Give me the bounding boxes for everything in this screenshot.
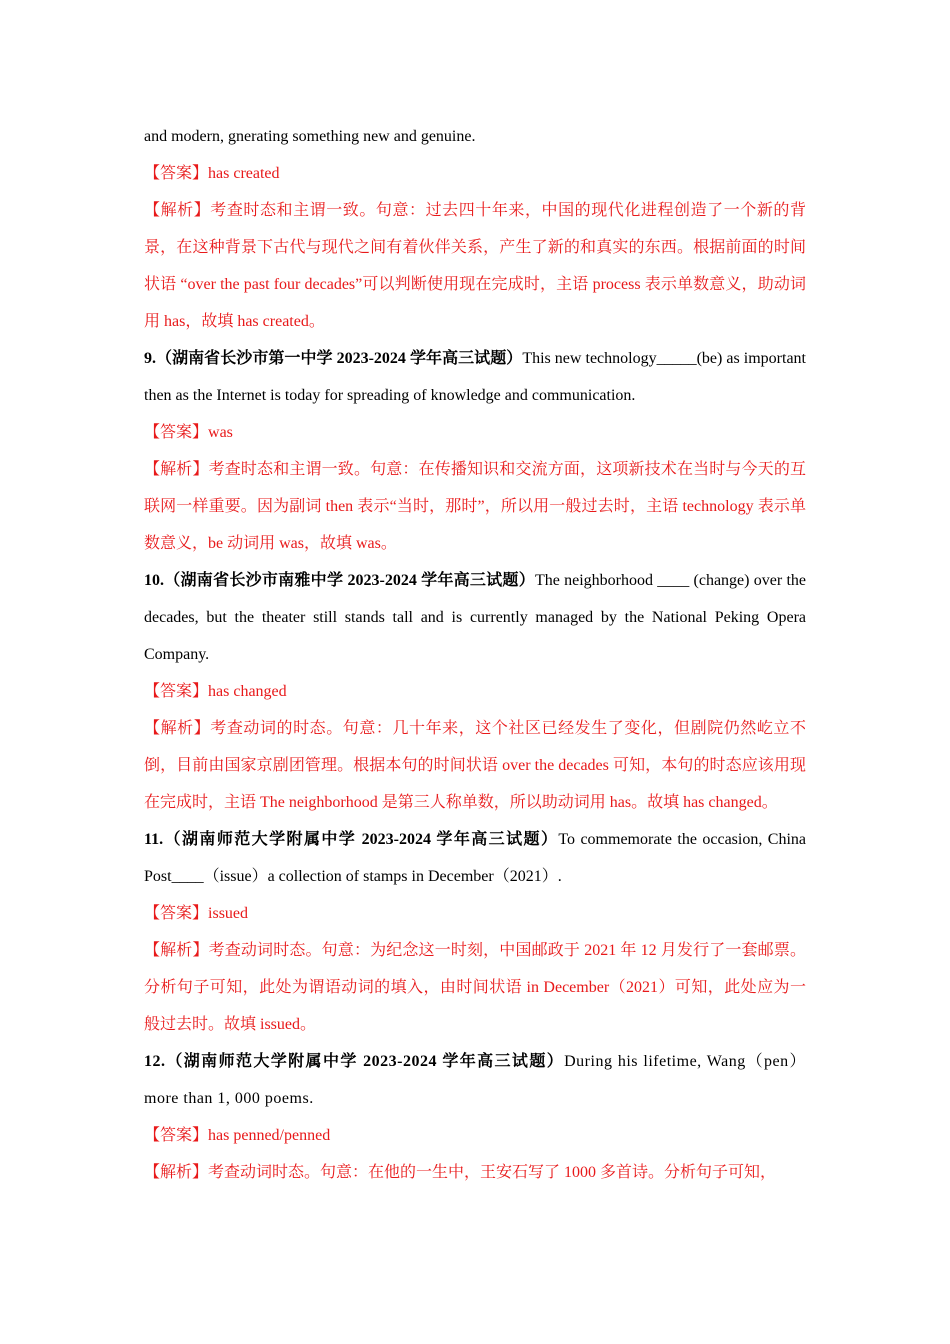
question-11	[144, 821, 806, 895]
analysis-tag: 【解析】	[144, 942, 209, 959]
analysis-tag: 【解析】	[144, 720, 211, 737]
answer-9	[144, 414, 806, 451]
analysis-9	[144, 451, 806, 562]
analysis-text: 考查动词的时态。句意：几十年来，这个社区已经发生了变化，但剧院仍然屹立不倒，目前由国家京剧团管理。根据本句的时间状语 over the decades 可知，本句的时态应该用现在完成时，主语 The neighborhood 是第三人称单数，所以助动词用 has。故填 has changed。	[144, 720, 806, 811]
answer-12	[144, 1117, 806, 1154]
question-number: 9.	[144, 350, 156, 367]
answer-text: issued	[208, 905, 249, 922]
analysis-12	[144, 1154, 806, 1191]
question-12	[144, 1043, 806, 1117]
analysis-text: 考查动词时态。句意：为纪念这一时刻，中国邮政于 2021 年 12 月发行了一套邮票。分析句子可知，此处为谓语动词的填入，由时间状语 in December（2021）可知，此处应为一般过去时。故填 issued。	[144, 942, 806, 1033]
question-stem: The neighborhood ____ (change) over the decades, but the theater still stands tall and is currently managed by the National Peking Opera Company.	[144, 572, 806, 663]
question-stem: During his lifetime, Wang（pen）more than 1, 000 poems.	[144, 1053, 806, 1107]
analysis-8	[144, 192, 806, 340]
analysis-text: 考查时态和主谓一致。句意：过去四十年来，中国的现代化进程创造了一个新的背景，在这种背景下古代与现代之间有着伙伴关系，产生了新的和真实的东西。根据前面的时间状语 “over the past four decades”可以判断使用现在完成时，主语 process 表示单数意义，助动词用 has，故填 has created。	[144, 202, 806, 330]
answer-10	[144, 673, 806, 710]
analysis-11	[144, 932, 806, 1043]
answer-text: has created	[208, 165, 280, 182]
answer-tag: 【答案】	[144, 1127, 209, 1144]
previous-question-tail: and modern, gnerating something new and genuine.	[144, 128, 476, 145]
answer-tag: 【答案】	[144, 424, 209, 441]
question-9	[144, 340, 806, 414]
question-source: （湖南省长沙市第一中学 2023-2024 学年高三试题）	[156, 350, 523, 367]
question-number: 12.	[144, 1053, 166, 1070]
answer-text: was	[208, 424, 233, 441]
question-number: 10.	[144, 572, 164, 589]
question-10	[144, 562, 806, 673]
analysis-text: 考查时态和主谓一致。句意：在传播知识和交流方面，这项新技术在当时与今天的互联网一样重要。因为副词 then 表示“当时，那时”，所以用一般过去时，主语 technology 表示单数意义，be 动词用 was，故填 was。	[144, 461, 806, 552]
answer-text: has changed	[208, 683, 287, 700]
answer-text: has penned/penned	[208, 1127, 331, 1144]
answer-tag: 【答案】	[144, 165, 209, 182]
analysis-text: 考查动词时态。句意：在他的一生中，王安石写了 1000 多首诗。分析句子可知，	[208, 1164, 777, 1181]
question-number: 11.	[144, 831, 164, 848]
analysis-tag: 【解析】	[144, 1164, 209, 1181]
question-source: （湖南师范大学附属中学 2023-2024 学年高三试题）	[165, 1053, 565, 1070]
analysis-tag: 【解析】	[144, 461, 209, 478]
answer-8	[144, 155, 806, 192]
question-stem: This new technology_____(be) as important then as the Internet is today for spreading of knowledge and communication.	[144, 350, 806, 404]
answer-tag: 【答案】	[144, 905, 209, 922]
analysis-10	[144, 710, 806, 821]
document-page	[144, 118, 806, 1191]
answer-tag: 【答案】	[144, 683, 209, 700]
question-source: （湖南师范大学附属中学 2023-2024 学年高三试题）	[163, 831, 559, 848]
answer-11	[144, 895, 806, 932]
analysis-tag: 【解析】	[144, 202, 211, 219]
question-stem: To commemorate the occasion, China Post____（issue）a collection of stamps in December（2021）.	[144, 831, 806, 885]
question-source: （湖南省长沙市南雅中学 2023-2024 学年高三试题）	[164, 572, 535, 589]
